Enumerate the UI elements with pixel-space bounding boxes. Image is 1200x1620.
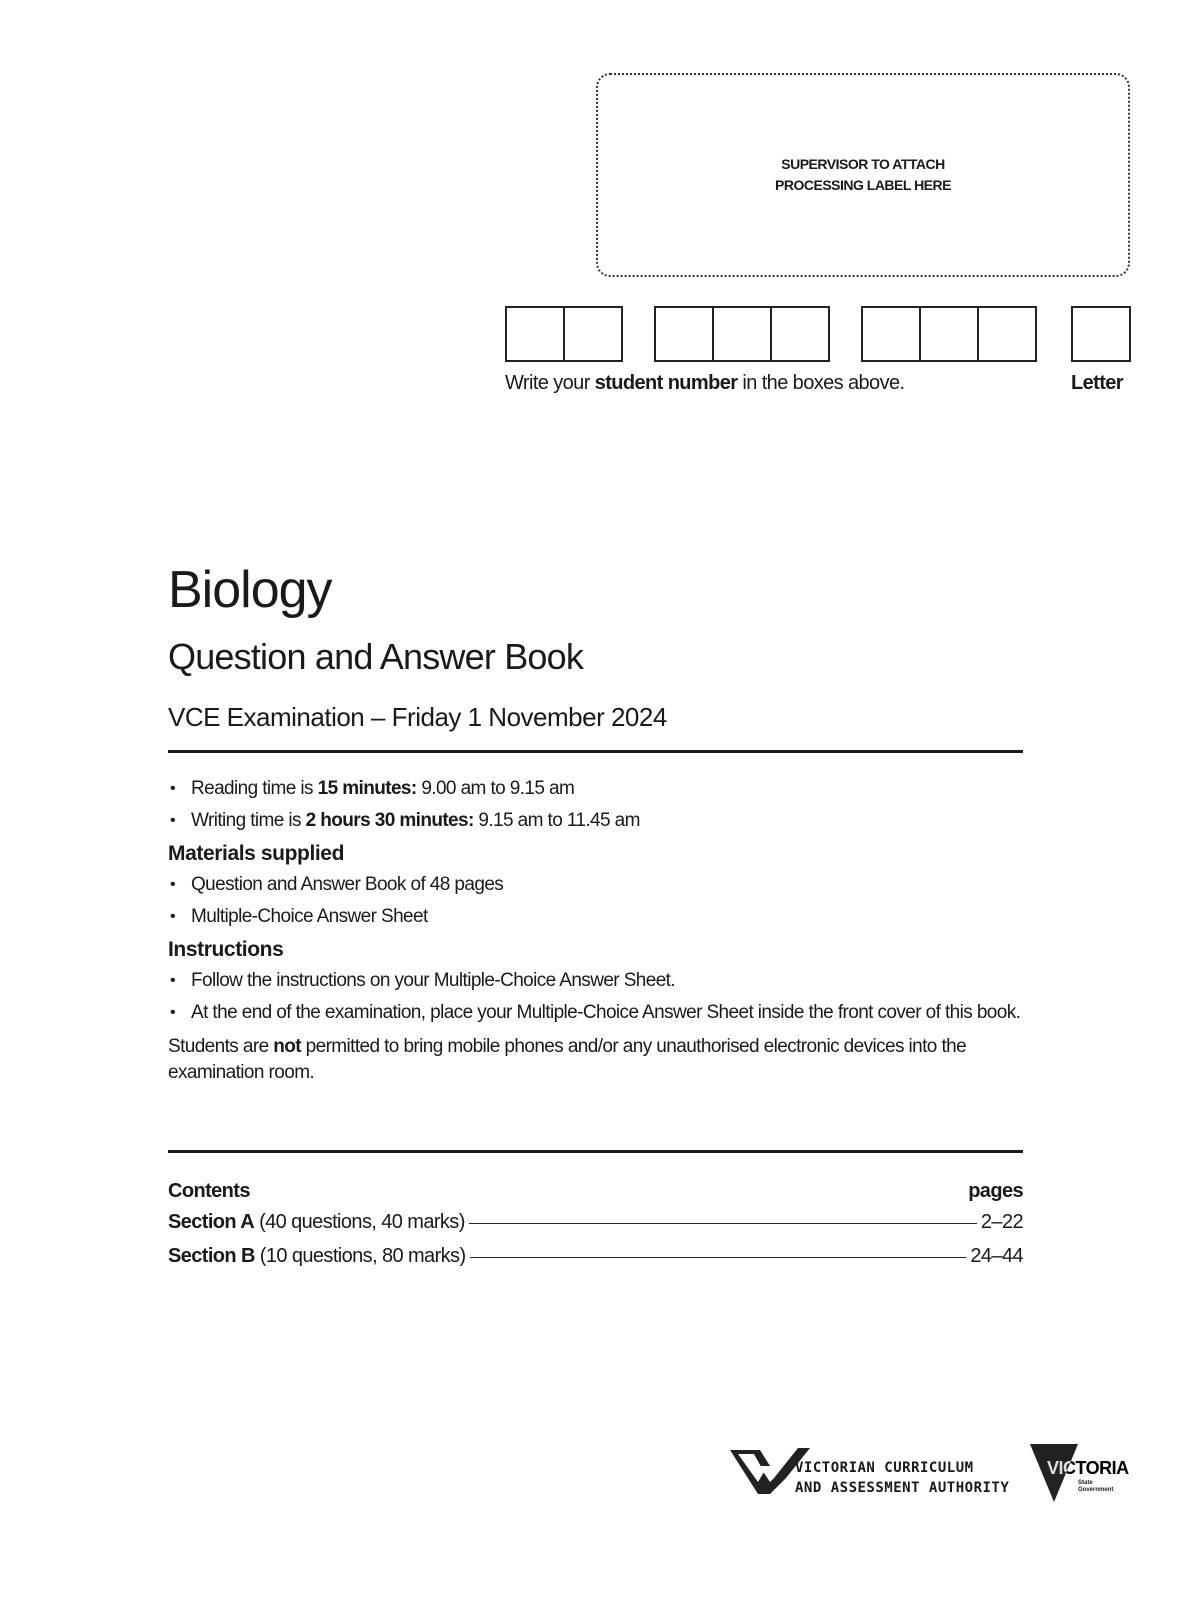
leader-line — [469, 1223, 977, 1224]
student-number-group-2 — [654, 306, 830, 362]
section-name: Section A — [168, 1211, 255, 1233]
writing-suffix: 9.15 am to 11.45 am — [473, 810, 640, 831]
section-label — [168, 1211, 465, 1234]
section-name: Section B — [168, 1245, 255, 1267]
reading-bold: 15 minutes: — [317, 778, 417, 799]
student-number-box[interactable] — [919, 306, 979, 362]
letter-group — [1071, 306, 1131, 362]
contents-table — [168, 1180, 1023, 1279]
victoria-sub-text — [1078, 1480, 1113, 1494]
contents-header — [168, 1180, 1023, 1203]
label-line-1: SUPERVISOR TO ATTACH — [781, 156, 945, 172]
reading-prefix: Reading time is — [191, 778, 318, 799]
student-number-caption — [505, 372, 904, 395]
label-line-2: PROCESSING LABEL HERE — [775, 177, 951, 193]
letter-box[interactable] — [1071, 306, 1131, 362]
vic-wordmark: VICTORIA — [1047, 1458, 1129, 1478]
section-pages: 24–44 — [970, 1245, 1023, 1267]
vcaa-line-1: VICTORIAN CURRICULUM — [795, 1460, 974, 1476]
device-notice — [168, 1034, 1023, 1086]
section-detail: (10 questions, 80 marks) — [254, 1245, 466, 1267]
pages-heading: pages — [968, 1180, 1023, 1202]
student-number-box[interactable] — [712, 306, 772, 362]
note-suffix: permitted to bring mobile phones and/or any unauthorised electronic devices into the examination room. — [168, 1036, 967, 1083]
materials-item: • Multiple-Choice Answer Sheet — [168, 904, 1023, 930]
section-label — [168, 1245, 466, 1268]
vic-sub-2: Government — [1078, 1487, 1114, 1493]
exam-instructions-block — [168, 776, 1023, 1086]
instructions-item: • Follow the instructions on your Multiple-Choice Answer Sheet. — [168, 968, 1023, 994]
divider-top — [168, 750, 1023, 753]
reading-suffix: 9.00 am to 9.15 am — [416, 778, 575, 799]
caption-bold: student number — [594, 372, 738, 394]
writing-time-item — [168, 808, 1023, 834]
contents-row — [168, 1211, 1023, 1245]
student-number-box[interactable] — [861, 306, 921, 362]
section-pages: 2–22 — [980, 1211, 1023, 1233]
student-number-box[interactable] — [977, 306, 1037, 362]
instructions-heading: Instructions — [168, 938, 284, 961]
letter-caption: Letter — [1071, 372, 1123, 394]
materials-heading: Materials supplied — [168, 842, 345, 865]
contents-heading: Contents — [168, 1180, 250, 1202]
leader-line — [470, 1257, 967, 1258]
student-number-box[interactable] — [654, 306, 714, 362]
processing-label-text — [775, 154, 951, 196]
vcaa-line-2: AND ASSESSMENT AUTHORITY — [795, 1480, 1010, 1496]
instructions-item: • At the end of the examination, place your Multiple-Choice Answer Sheet inside the front cover of this book. — [168, 1000, 1023, 1026]
vic-sub-1: State — [1078, 1480, 1093, 1486]
exam-date-line: VCE Examination – Friday 1 November 2024 — [168, 702, 667, 732]
reading-time-item — [168, 776, 1023, 802]
vcaa-logo-text — [795, 1458, 1009, 1498]
page-subtitle: Question and Answer Book — [168, 636, 584, 677]
writing-bold: 2 hours 30 minutes: — [305, 810, 474, 831]
section-detail: (40 questions, 40 marks) — [254, 1211, 465, 1233]
student-number-group-1 — [505, 306, 623, 362]
contents-row — [168, 1245, 1023, 1279]
caption-suffix: in the boxes above. — [737, 372, 905, 394]
note-prefix: Students are — [168, 1036, 274, 1057]
writing-prefix: Writing time is — [191, 810, 306, 831]
page-title: Biology — [168, 561, 332, 619]
victoria-logo-text — [1047, 1458, 1129, 1479]
processing-label-area — [596, 73, 1130, 277]
divider-bottom — [168, 1150, 1023, 1153]
student-number-box[interactable] — [505, 306, 565, 362]
student-number-group-3 — [861, 306, 1037, 362]
materials-item: • Question and Answer Book of 48 pages — [168, 872, 1023, 898]
student-number-box[interactable] — [563, 306, 623, 362]
caption-prefix: Write your — [505, 372, 595, 394]
student-number-box[interactable] — [770, 306, 830, 362]
note-bold: not — [273, 1036, 301, 1057]
